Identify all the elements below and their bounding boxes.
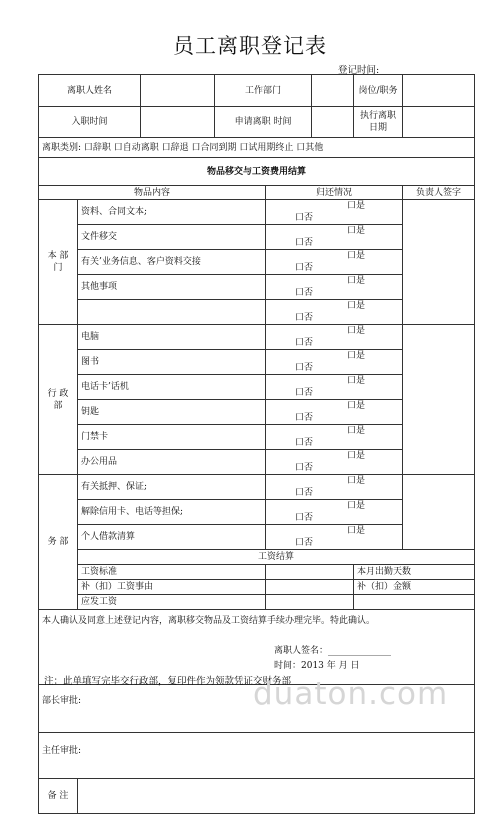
payable-salary-field[interactable] (266, 595, 354, 610)
status-no-checkbox[interactable]: 口否 (295, 488, 314, 498)
list-item: 电话卡’话机 (78, 375, 266, 400)
header-item-content: 物品内容 (39, 186, 266, 200)
list-item: 门禁卡 (78, 425, 266, 450)
status-no-checkbox[interactable]: 口否 (295, 288, 314, 298)
list-item: 有关抵押、保证; (78, 475, 266, 500)
label-deduct-amount: 补（扣）金额 (354, 580, 475, 595)
salary-standard-field[interactable] (266, 565, 354, 580)
label-department: 工作部门 (215, 75, 312, 107)
status-no-checkbox[interactable]: 口否 (295, 463, 314, 473)
list-item: 解除信用卡、电话等担保; (78, 500, 266, 525)
status-yes-checkbox[interactable]: 口是 (347, 426, 366, 436)
status-yes-checkbox[interactable]: 口是 (347, 351, 366, 361)
section-title: 物品移交与工资费用结算 (39, 158, 475, 186)
label-remarks: 备 注 (39, 779, 78, 814)
list-item: 有关’业务信息、客户资料交接 (78, 250, 266, 275)
resignation-category-row[interactable]: 离职类别: 口辞职 口自动离职 口辞退 口合同到期 口试用期终止 口其他 (39, 138, 475, 158)
entry-date-field[interactable] (141, 107, 215, 138)
signature-line[interactable]: 离职人签名：______________ (274, 646, 392, 656)
employee-name-field[interactable] (141, 75, 215, 107)
form-title: 员工离职登记表 (173, 34, 327, 58)
label-payable-salary: 应发工资 (78, 595, 266, 610)
status-no-checkbox[interactable]: 口否 (295, 338, 314, 348)
label-salary-standard: 工资标准 (78, 565, 266, 580)
status-yes-checkbox[interactable]: 口是 (347, 326, 366, 336)
list-item: 文件移交 (78, 225, 266, 250)
header-signer: 负责人签字 (403, 186, 475, 200)
list-item: 资料、合同文本; (78, 200, 266, 225)
footer-note: 注：此单填写完毕交行政部，复印件作为领款凭证交财务部 (44, 676, 292, 687)
exec-date-field[interactable] (403, 107, 475, 138)
label-attendance-days: 本月出勤天数 (354, 565, 475, 580)
status-yes-checkbox[interactable]: 口是 (347, 401, 366, 411)
header-return-status: 归还情况 (266, 186, 403, 200)
head-approval[interactable]: 部长审批: (39, 685, 475, 733)
label-exec-date: 执行离职 日期 (354, 107, 403, 138)
list-item (78, 300, 266, 325)
status-yes-checkbox[interactable]: 口是 (347, 201, 366, 211)
label-entry-date: 入职时间 (39, 107, 141, 138)
label-deduct-reason: 补（扣）工资事由 (78, 580, 266, 595)
department-field[interactable] (312, 75, 354, 107)
list-item: 图书 (78, 350, 266, 375)
status-yes-checkbox[interactable]: 口是 (347, 376, 366, 386)
list-item: 其他事项 (78, 275, 266, 300)
label-apply-date: 申请离职 时间 (215, 107, 312, 138)
list-item: 钥匙 (78, 400, 266, 425)
dept-own: 本 部 门 (39, 200, 78, 325)
list-item: 办公用品 (78, 450, 266, 475)
watermark: duaton.com (253, 676, 449, 712)
status-no-checkbox[interactable]: 口否 (295, 363, 314, 373)
status-no-checkbox[interactable]: 口否 (295, 263, 314, 273)
status-yes-checkbox[interactable]: 口是 (347, 526, 366, 536)
status-no-checkbox[interactable]: 口否 (295, 388, 314, 398)
status-yes-checkbox[interactable]: 口是 (347, 476, 366, 486)
signer-field[interactable] (403, 200, 475, 325)
status-yes-checkbox[interactable]: 口是 (347, 301, 366, 311)
status-yes-checkbox[interactable]: 口是 (347, 251, 366, 261)
status-no-checkbox[interactable]: 口否 (295, 538, 314, 548)
label-position: 岗位/职务 (354, 75, 403, 107)
deduct-reason-field[interactable] (266, 580, 354, 595)
status-yes-checkbox[interactable]: 口是 (347, 276, 366, 286)
remarks-field[interactable] (78, 779, 475, 814)
chief-approval[interactable]: 主任审批: (39, 733, 475, 779)
signer-field[interactable] (403, 475, 475, 550)
position-field[interactable] (403, 75, 475, 107)
status-no-checkbox[interactable]: 口否 (295, 313, 314, 323)
status-no-checkbox[interactable]: 口否 (295, 213, 314, 223)
registration-time-label: 登记时间: (338, 65, 380, 76)
dept-finance: 务 部 (39, 475, 78, 610)
signer-field[interactable] (403, 325, 475, 475)
status-no-checkbox[interactable]: 口否 (295, 238, 314, 248)
confirmation-text: 本人确认及同意上述登记内容，离职移交物品及工资结算手续办理完毕。特此确认。 (42, 616, 376, 626)
status-yes-checkbox[interactable]: 口是 (347, 451, 366, 461)
list-item: 电脑 (78, 325, 266, 350)
salary-settlement-title: 工资结算 (78, 550, 475, 565)
status-no-checkbox[interactable]: 口否 (295, 513, 314, 523)
payable-salary-extra-field[interactable] (354, 595, 475, 610)
status-no-checkbox[interactable]: 口否 (295, 438, 314, 448)
status-no-checkbox[interactable]: 口否 (295, 413, 314, 423)
status-yes-checkbox[interactable]: 口是 (347, 226, 366, 236)
dept-admin: 行 政 部 (39, 325, 78, 475)
confirmation-date[interactable]: 时间：2013 年 月 日 (274, 661, 360, 671)
apply-date-field[interactable] (312, 107, 354, 138)
list-item: 个人借款清算 (78, 525, 266, 550)
status-yes-checkbox[interactable]: 口是 (347, 501, 366, 511)
label-employee-name: 离职人姓名 (39, 75, 141, 107)
